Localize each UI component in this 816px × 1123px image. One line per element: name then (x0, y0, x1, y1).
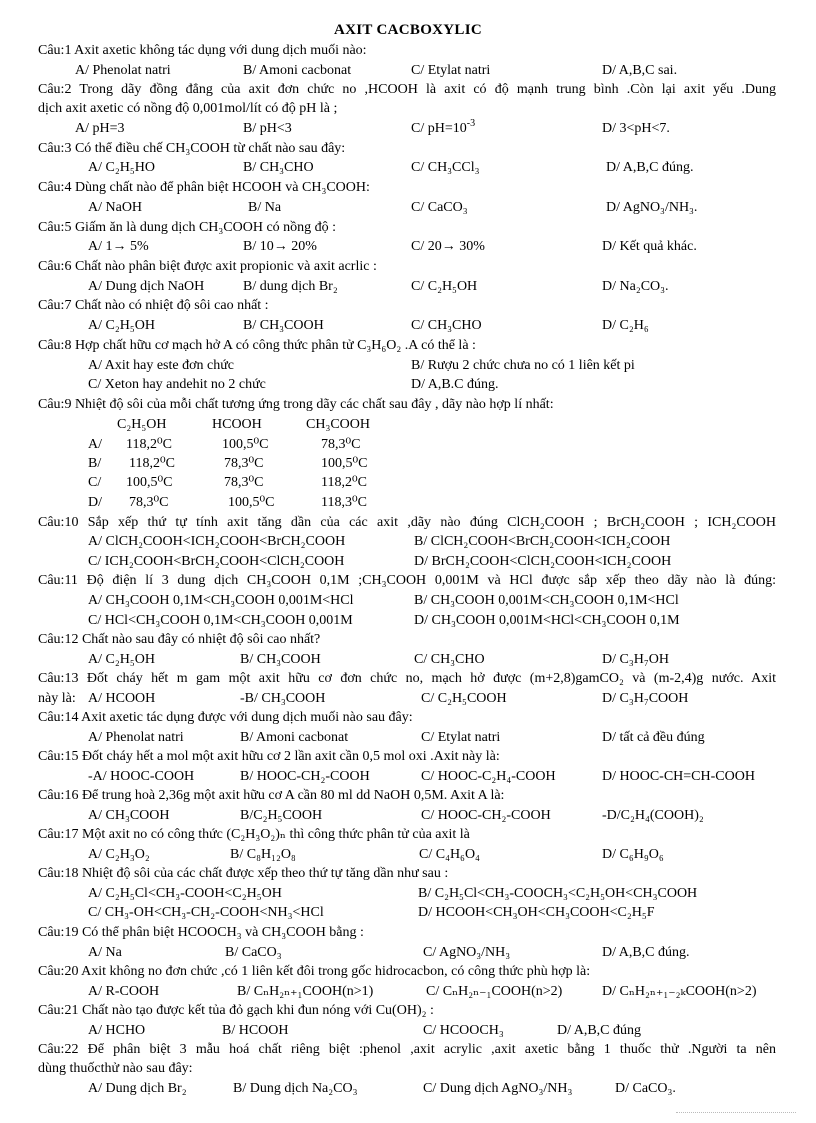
q9-row-value: 78,3⁰C (224, 475, 264, 490)
q17-option-a: A/ C₂H₃O₂ (88, 847, 150, 862)
q7-option-d: D/ C₂H₆ (602, 318, 649, 333)
q9-row-label: B/ (88, 456, 102, 471)
q9-row-value: 100,5⁰C (126, 475, 173, 490)
q2-option-d: D/ 3<pH<7. (602, 121, 670, 136)
q21-option-b: B/ HCOOH (222, 1023, 289, 1038)
q4-option-a: A/ NaOH (88, 200, 143, 215)
question-18-stem: Câu:18 Nhiệt độ sôi của các chất được xếp theo thứ tự tăng dần như sau : (38, 866, 449, 881)
q21-option-a: A/ HCHO (88, 1023, 146, 1038)
q9-row-value: 78,3⁰C (224, 456, 264, 471)
q9-row-label: C/ (88, 475, 102, 490)
q19-option-b: B/ CaCO₃ (225, 945, 282, 960)
q9-header-3: CH₃COOH (306, 417, 370, 432)
q7-option-b: B/ CH₃COOH (243, 318, 324, 333)
question-5-stem: Câu:5 Giấm ăn là dung dịch CH₃COOH có nồng độ : (38, 220, 337, 235)
q1-option-d: D/ A,B,C sai. (602, 63, 678, 78)
q15-option-a: -A/ HOOC-COOH (88, 769, 195, 784)
question-10-stem: Câu:10 Sắp xếp thứ tự tính axit tăng dần của các axit ,dãy nào đúng ClCH₂COOH ; BrCH₂COOH ; ICH₂COOH (38, 515, 776, 530)
q18-option-d: D/ HCOOH<CH₃OH<CH₃COOH<C₂H₅F (418, 905, 655, 920)
q22-option-d: D/ CaCO₃. (615, 1081, 676, 1096)
q9-row-value: 118,2⁰C (321, 475, 367, 490)
q10-option-a: A/ ClCH₂COOH<ICH₂COOH<BrCH₂COOH (88, 534, 346, 549)
q3-option-b: B/ CH₃CHO (243, 160, 314, 175)
question-15-stem: Câu:15 Đốt cháy hết a mol một axit hữu cơ 2 lần axit cần 0,5 mol oxi .Axit này là: (38, 749, 500, 764)
q22-option-c: C/ Dung dịch AgNO₃/NH₃ (423, 1081, 573, 1096)
q11-option-d: D/ CH₃COOH 0,001M<HCl<CH₃COOH 0,1M (414, 613, 680, 628)
question-11-stem: Câu:11 Độ điện lí 3 dung dịch CH₃COOH 0,1M ;CH₃COOH 0,001M và HCl được sắp xếp theo dãy nào là đúng: (38, 573, 776, 588)
q6-option-b: B/ dung dịch Br₂ (243, 279, 338, 294)
question-14-stem: Câu:14 Axit axetic tác dụng được với dung dịch muối nào sau đây: (38, 710, 413, 725)
q12-option-b: B/ CH₃COOH (240, 652, 321, 667)
question-9-stem: Câu:9 Nhiệt độ sôi của mỗi chất tương ứng trong dãy các chất sau đây , dãy nào hợp lí nhất: (38, 397, 554, 412)
q9-row-value: 118,3⁰C (321, 495, 367, 510)
q5-option-c: C/ 20→ 30% (411, 239, 485, 254)
q2-option-a: A/ pH=3 (75, 121, 125, 136)
q9-row-value: 100,5⁰C (222, 437, 269, 452)
q19-option-a: A/ Na (88, 945, 122, 960)
q9-row-value: 78,3⁰C (321, 437, 361, 452)
q9-row-value: 100,5⁰C (228, 495, 275, 510)
question-7-stem: Câu:7 Chất nào có nhiệt độ sôi cao nhất : (38, 298, 269, 313)
question-16-stem: Câu:16 Để trung hoà 2,36g một axit hữu cơ A cần 80 ml dd NaOH 0,5M. Axit A là: (38, 788, 505, 803)
q11-option-c: C/ HCl<CH₃COOH 0,1M<CH₃COOH 0,001M (88, 613, 353, 628)
q22-option-a: A/ Dung dịch Br₂ (88, 1081, 187, 1096)
q17-option-c: C/ C₄H₆O₄ (419, 847, 480, 862)
q16-option-d: -D/C₂H₄(COOH)₂ (602, 808, 704, 823)
q19-option-c: C/ AgNO₃/NH₃ (423, 945, 511, 960)
q2-option-c: C/ $pH=10^{-3}$ (411, 118, 476, 136)
q21-option-d: D/ A,B,C đúng (557, 1023, 642, 1038)
q21-option-c: C/ HCOOCH₃ (423, 1023, 504, 1038)
q20-option-b: B/ CₙH₂ₙ₊₁COOH(n>1) (237, 984, 374, 999)
q4-option-c: C/ CaCO₃ (411, 200, 468, 215)
q13-option-d: D/ C₃H₇COOH (602, 691, 689, 706)
q22-option-b: B/ Dung dịch Na₂CO₃ (233, 1081, 358, 1096)
q8-option-d: D/ A,B.C đúng. (411, 377, 499, 392)
q12-option-a: A/ C₂H₅OH (88, 652, 155, 667)
q4-option-d: D/ AgNO₃/NH₃. (606, 200, 698, 215)
question-22-stem-cont: dùng thuốcthử nào sau đây: (38, 1061, 193, 1076)
question-4-stem: Câu:4 Dùng chất nào để phân biệt HCOOH và CH₃COOH: (38, 180, 370, 195)
question-12-stem: Câu:12 Chất nào sau đây có nhiệt độ sôi cao nhất? (38, 632, 321, 647)
q4-option-b: B/ Na (248, 200, 282, 215)
q19-option-d: D/ A,B,C đúng. (602, 945, 690, 960)
question-13-stem-cont: này là: (38, 691, 76, 706)
q8-option-b: B/ Rượu 2 chức chưa no có 1 liên kết pi (411, 358, 635, 373)
q6-option-c: C/ C₂H₅OH (411, 279, 478, 294)
q20-option-a: A/ R-COOH (88, 984, 160, 999)
q9-row-value: 118,2⁰C (126, 437, 172, 452)
q1-option-b: B/ Amoni cacbonat (243, 63, 352, 78)
q16-option-a: A/ CH₃COOH (88, 808, 170, 823)
q14-option-b: B/ Amoni cacbonat (240, 730, 349, 745)
q9-row-value: 100,5⁰C (321, 456, 368, 471)
q10-option-b: B/ ClCH₂COOH<BrCH₂COOH<ICH₂COOH (414, 534, 671, 549)
q11-option-b: B/ CH₃COOH 0,001M<CH₃COOH 0,1M<HCl (414, 593, 679, 608)
q16-option-c: C/ HOOC-CH₂-COOH (421, 808, 551, 823)
q10-option-c: C/ ICH₂COOH<BrCH₂COOH<ClCH₂COOH (88, 554, 345, 569)
footer-dotted-line (676, 1112, 796, 1113)
q18-option-a: A/ C₂H₅Cl<CH₃-COOH<C₂H₅OH (88, 886, 282, 901)
question-1-stem: Câu:1 Axit axetic không tác dụng với dung dịch muối nào: (38, 43, 367, 58)
q8-option-a: A/ Axit hay este đơn chức (88, 358, 235, 373)
q12-option-c: C/ CH₃CHO (414, 652, 485, 667)
question-2-stem-cont: dịch axit axetic có nồng độ 0,001mol/lít có độ pH là ; (38, 101, 338, 116)
q6-option-a: A/ Dung dịch NaOH (88, 279, 205, 294)
q12-option-d: D/ C₃H₇OH (602, 652, 669, 667)
q1-option-a: A/ Phenolat natri (75, 63, 171, 78)
q18-option-b: B/ C₂H₅Cl<CH₃-COOCH₃<C₂H₅OH<CH₃COOH (418, 886, 698, 901)
q9-row-value: 118,2⁰C (129, 456, 175, 471)
q14-option-c: C/ Etylat natri (421, 730, 501, 745)
q13-option-c: C/ C₂H₅COOH (421, 691, 507, 706)
q3-option-a: A/ C₂H₅HO (88, 160, 155, 175)
q13-option-b: -B/ CH₃COOH (240, 691, 326, 706)
question-8-stem: Câu:8 Hợp chất hữu cơ mạch hở A có công thức phân tử C₃H₆O₂ .A có thể là : (38, 338, 476, 353)
q15-option-d: D/ HOOC-CH=CH-COOH (602, 769, 755, 784)
q15-option-b: B/ HOOC-CH₂-COOH (240, 769, 370, 784)
q17-option-d: D/ C₆H₉O₆ (602, 847, 664, 862)
question-3-stem: Câu:3 Có thể điều chế CH₃COOH từ chất nào sau đây: (38, 141, 346, 156)
question-22-stem: Câu:22 Để phân biệt 3 mẫu hoá chất riêng biệt :phenol ,axit acrylic ,axit axetic bằng 1 thuốc thử .Người ta nên (38, 1042, 776, 1057)
question-20-stem: Câu:20 Axit không no đơn chức ,có 1 liên kết đôi trong gốc hidrocacbon, có công thức phù hợp là: (38, 964, 591, 979)
question-13-stem: Câu:13 Đốt cháy hết m gam một axit hữu cơ đơn chức no, mạch hở được (m+2,8)gamCO₂ và (m-2,4)g nước. Axit (38, 671, 776, 686)
q10-option-d: D/ BrCH₂COOH<ClCH₂COOH<ICH₂COOH (414, 554, 672, 569)
q11-option-a: A/ CH₃COOH 0,1M<CH₃COOH 0,001M<HCl (88, 593, 354, 608)
question-6-stem: Câu:6 Chất nào phân biệt được axit propionic và axit acrlic : (38, 259, 377, 274)
q9-row-value: 78,3⁰C (129, 495, 169, 510)
q5-option-b: B/ 10→ 20% (243, 239, 317, 254)
page-title: AXIT CACBOXYLIC (334, 22, 482, 38)
q1-option-c: C/ Etylat natri (411, 63, 491, 78)
q20-option-d: D/ CₙH₂ₙ₊₁₋₂ₖCOOH(n>2) (602, 984, 757, 999)
q17-option-b: B/ C₈H₁₂O₈ (230, 847, 296, 862)
q2-option-b: B/ pH<3 (243, 121, 292, 136)
question-19-stem: Câu:19 Có thể phân biệt HCOOCH₃ và CH₃COOH bằng : (38, 925, 364, 940)
q7-option-c: C/ CH₃CHO (411, 318, 482, 333)
q15-option-c: C/ HOOC-C₂H₄-COOH (421, 769, 556, 784)
q18-option-c: C/ CH₃-OH<CH₃-CH₂-COOH<NH₃<HCl (88, 905, 324, 920)
q3-option-c: C/ CH₃CCl₃ (411, 160, 480, 175)
q6-option-d: D/ Na₂CO₃. (602, 279, 669, 294)
q20-option-c: C/ CₙH₂ₙ₋₁COOH(n>2) (426, 984, 563, 999)
q14-option-d: D/ tất cả đều đúng (602, 730, 705, 745)
q8-option-c: C/ Xeton hay andehit no 2 chức (88, 377, 266, 392)
q9-row-label: A/ (88, 437, 102, 452)
q5-option-d: D/ Kết quả khác. (602, 239, 697, 254)
q9-header-2: HCOOH (212, 417, 262, 432)
q13-option-a: A/ HCOOH (88, 691, 156, 706)
q7-option-a: A/ C₂H₅OH (88, 318, 155, 333)
q9-header-1: C₂H₅OH (117, 417, 167, 432)
q5-option-a: A/ 1→ 5% (88, 239, 149, 254)
question-2-stem: Câu:2 Trong dãy đồng đẳng của axit đơn chức no ,HCOOH là axit có độ mạnh trung bình .Còn lại axit yếu .Dung (38, 82, 776, 97)
q9-row-label: D/ (88, 495, 102, 510)
q3-option-d: D/ A,B,C đúng. (606, 160, 694, 175)
question-17-stem: Câu:17 Một axit no có công thức (C₂H₃O₂)ₙ thì công thức phân tử của axit là (38, 827, 470, 842)
question-21-stem: Câu:21 Chất nào tạo được kết tủa đỏ gạch khi đun nóng với Cu(OH)₂ : (38, 1003, 434, 1018)
q16-option-b: B/C₂H₅COOH (240, 808, 323, 823)
q14-option-a: A/ Phenolat natri (88, 730, 184, 745)
